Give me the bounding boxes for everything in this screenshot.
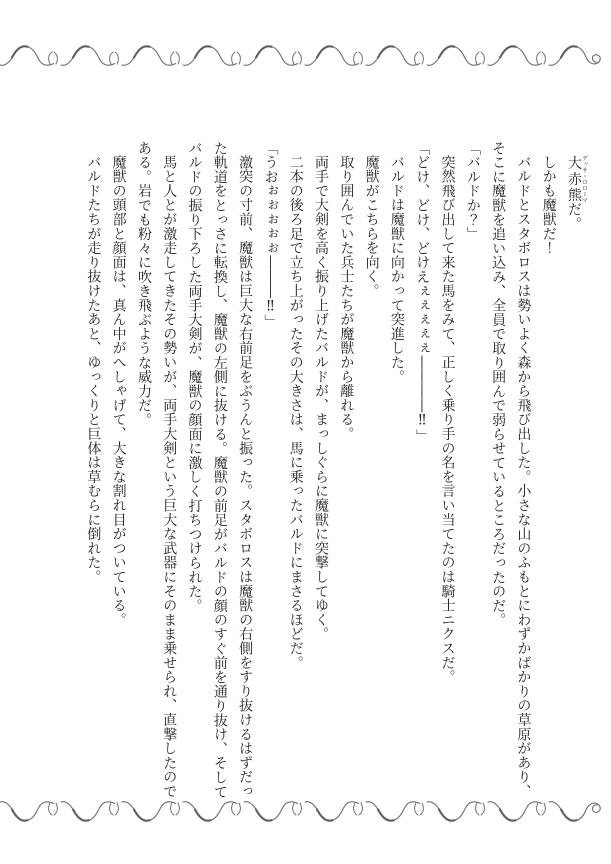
bottom-border-ornament <box>0 797 611 827</box>
paragraph-4: 「バルドか？」 <box>464 141 481 242</box>
paragraph-9: 取り囲んでいた兵士たちが魔獣から離れる。 <box>338 155 355 441</box>
paragraph-7: バルドは魔獣に向かって突進した。 <box>388 155 405 384</box>
paragraph-1 <box>561 141 587 800</box>
ruby-base: 大赤熊 <box>566 155 582 203</box>
paragraph-6: 「どけ、どけ、どけえぇぇぇぇぇ――――‼」 <box>414 141 431 444</box>
paragraph-5: 突然飛び出して来た馬をみて、正しく乗り手の名を言い当てたのは騎士ニクスだ。 <box>439 155 456 685</box>
ruby-furigana: デッサ・ロローマ <box>580 155 588 203</box>
paragraph-14: 馬と人とが激走してきたその勢いが、両手大剣という巨大な武器にそのまま乗せられ、直撃したのである。岩でも粉々に吹き飛ぶような威力だ。 <box>135 141 178 799</box>
paragraph-3: バルドとスタボロスは勢いよく森から飛び出した。小さな山のふもとにわずかばかりの草原があり、そこに魔獣を追い込み、全員で取り囲んで弱らせているところだったのだ。 <box>490 141 532 799</box>
ruby-annotation <box>566 155 588 203</box>
paragraph-13: 激突の寸前、魔獣は巨大な右前足をぶうんと振った。スタボロスは魔獣の右側をすり抜けるはずだった軌道をとっさに転換し、魔獣の左側に抜ける。魔獣の前足がバルドの顔のすぐ前を通り抜け、そしてバルドの振り下ろした両手大剣が、魔獣の顔面に激しく打ちつけられた。 <box>186 141 254 799</box>
text-block <box>80 141 587 800</box>
paragraph-12: 「うおぉぉぉぉぉ―――‼」 <box>262 141 279 329</box>
paragraph-2: しかも魔獣だ！ <box>540 155 557 256</box>
top-border-ornament <box>0 40 611 70</box>
paragraph-8: 魔獣がこちらを向く。 <box>363 155 380 298</box>
paragraph-16: バルドたちが走り抜けたあと、ゆっくりと巨体は草むらに倒れた。 <box>85 155 102 584</box>
ruby-post-text: だ。 <box>566 202 582 231</box>
paragraph-10: 両手で大剣を高く振り上げたバルドが、まっしぐらに魔獣に突撃してゆく。 <box>313 155 330 642</box>
paragraph-15: 魔獣の頭部と顔面は、真ん中がへしゃげて、大きな割れ目がついている。 <box>110 155 127 627</box>
paragraph-11: 二本の後ろ足で立ち上がったその大きさは、馬に乗ったバルドにまさるほどだ。 <box>287 155 304 670</box>
